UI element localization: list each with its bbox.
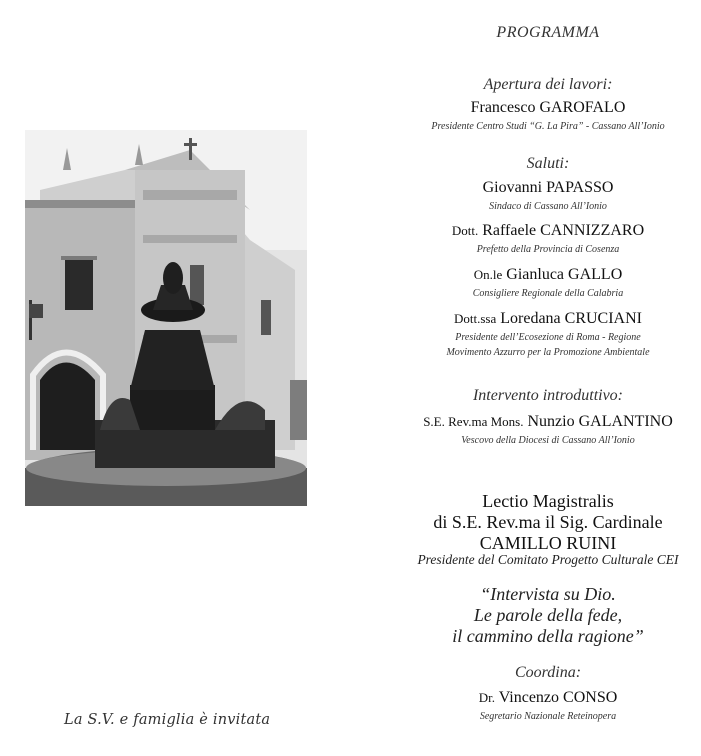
greeting-name: [398, 266, 698, 284]
photo-illustration: [25, 130, 307, 506]
lectio-line1: Lectio Magistralis: [482, 491, 614, 511]
greeting-role: Consigliere Regionale della Calabria: [472, 288, 624, 299]
quote-line3: il cammino della ragione”: [452, 626, 644, 646]
intro-heading: Intervento introduttivo:: [472, 387, 624, 404]
greeting-name-text: Gianluca GALLO: [506, 266, 623, 283]
greeting-name: [398, 179, 698, 197]
greeting-name-text: Loredana CRUCIANI: [500, 310, 642, 327]
intro-name-text: Nunzio GALANTINO: [527, 413, 673, 430]
greeting-prefix: Dott.ssa: [454, 311, 497, 326]
intro-name: [398, 413, 698, 431]
invitation-text: La S.V. e famiglia è invitata: [64, 712, 271, 728]
intro-role: Vescovo della Diocesi di Cassano All’Ionio: [461, 435, 635, 446]
greeting-role: Presidente dell’Ecosezione di Roma - Regione: [455, 332, 641, 343]
greeting-prefix: Dott.: [451, 223, 479, 238]
greeting-role: Prefetto della Provincia di Cosenza: [476, 244, 620, 255]
greeting-role-line2: Movimento Azzurro per la Promozione Ambientale: [446, 347, 650, 358]
greetings-heading: Saluti:: [526, 155, 570, 172]
left-panel: [0, 0, 330, 756]
moderator-prefix: Dr.: [478, 690, 495, 705]
fountain-church-photo: [25, 130, 307, 506]
greeting-prefix: On.le: [473, 267, 503, 282]
program-title: PROGRAMMA: [496, 24, 600, 41]
intro-prefix: S.E. Rev.ma Mons.: [423, 414, 524, 429]
greeting-name: [398, 310, 698, 328]
lectio-line3: CAMILLO RUINI: [479, 533, 617, 553]
greeting-name-text: Raffaele CANNIZZARO: [482, 222, 645, 239]
greeting-name-text: Giovanni PAPASSO: [482, 179, 614, 196]
greeting-name: [398, 222, 698, 240]
moderator-name: [398, 689, 698, 707]
quote-line2: Le parole della fede,: [473, 605, 623, 625]
moderator-role: Segretario Nazionale Reteinopera: [479, 711, 617, 722]
opening-name: Francesco GAROFALO: [470, 99, 626, 116]
moderator-name-text: Vincenzo CONSO: [498, 689, 618, 706]
quote-line1: “Intervista su Dio.: [480, 584, 616, 604]
lectio-line2: di S.E. Rev.ma il Sig. Cardinale: [433, 512, 663, 532]
lectio-role: Presidente del Comitato Progetto Culturale CEI: [417, 552, 679, 567]
program-panel: [398, 0, 698, 756]
greeting-role: Sindaco di Cassano All’Ionio: [489, 201, 607, 212]
moderator-heading: Coordina:: [514, 664, 582, 681]
opening-role: Presidente Centro Studi “G. La Pira” - Cassano All’Ionio: [431, 121, 665, 132]
opening-heading: Apertura dei lavori:: [483, 76, 613, 93]
